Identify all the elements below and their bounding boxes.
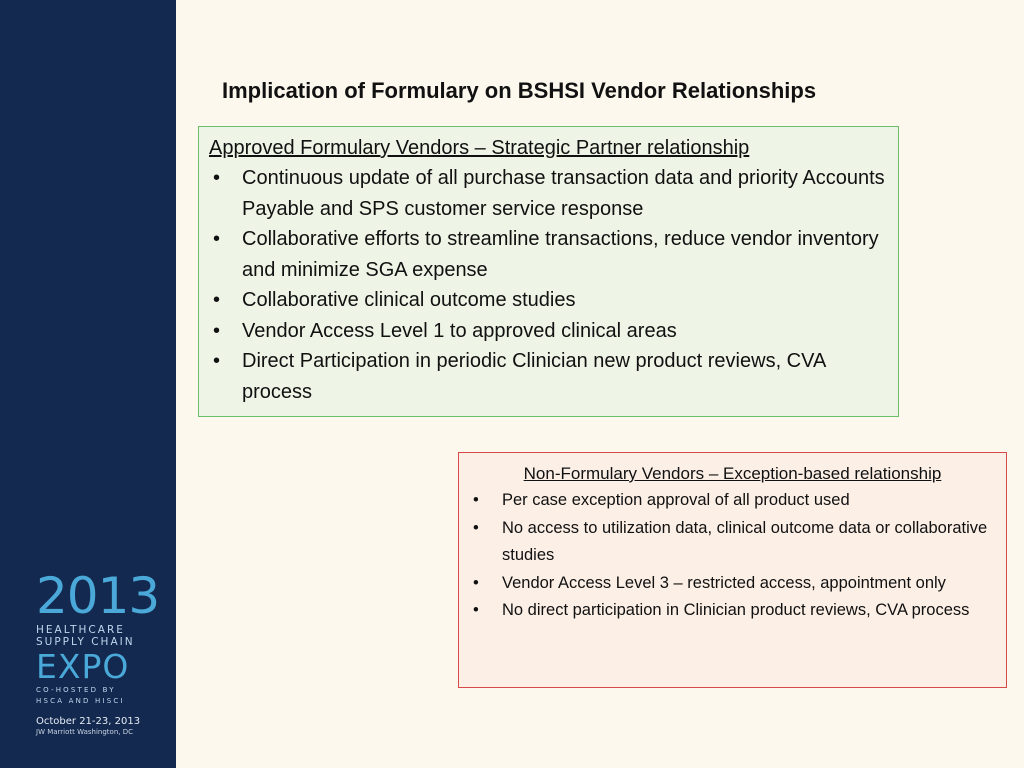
list-item-text: Per case exception approval of all product used xyxy=(502,491,850,509)
list-item-text: Vendor Access Level 3 – restricted access, appointment only xyxy=(502,573,946,592)
list-item-text: No direct participation in Clinician product reviews, CVA process xyxy=(502,601,970,619)
list-item xyxy=(209,285,888,316)
bullet-icon: • xyxy=(213,319,221,342)
bullet-icon: • xyxy=(473,601,479,619)
approved-vendors-heading: Approved Formulary Vendors – Strategic Partner relationship xyxy=(209,137,750,159)
list-item xyxy=(469,487,996,515)
list-item-text: Vendor Access Level 1 to approved clinical areas xyxy=(242,319,677,342)
bullet-icon: • xyxy=(213,350,221,372)
list-item-text: Direct Participation in periodic Clinician new product reviews, CVA process xyxy=(242,350,826,403)
list-item xyxy=(469,570,996,598)
sidebar-band xyxy=(0,0,176,768)
logo-expo: EXPO xyxy=(36,647,130,686)
bullet-icon: • xyxy=(213,167,221,189)
logo-year: 2013 xyxy=(36,567,160,625)
logo-cohost-label: CO-HOSTED BY xyxy=(36,686,116,694)
list-item xyxy=(469,597,996,625)
logo-cohost-orgs: HSCA AND HISCI xyxy=(36,697,125,705)
non-formulary-vendors-list xyxy=(469,487,996,625)
slide-title: Implication of Formulary on BSHSI Vendor Relationships xyxy=(222,78,817,103)
list-item xyxy=(209,346,888,407)
non-formulary-vendors-heading: Non-Formulary Vendors – Exception-based relationship xyxy=(523,464,942,483)
approved-vendors-box xyxy=(198,126,899,417)
list-item xyxy=(209,316,888,347)
list-item-text: Continuous update of all purchase transaction data and priority Accounts Payable and SPS customer service response xyxy=(242,167,885,220)
approved-vendors-list xyxy=(209,163,888,407)
bullet-icon: • xyxy=(473,491,479,509)
logo-line-supply-chain: SUPPLY CHAIN xyxy=(36,636,135,648)
non-formulary-vendors-box xyxy=(458,452,1007,688)
bullet-icon: • xyxy=(473,573,479,592)
list-item xyxy=(209,163,888,224)
logo-dates: October 21-23, 2013 xyxy=(36,716,141,727)
list-item-text: No access to utilization data, clinical outcome data or collaborative studies xyxy=(502,518,988,564)
bullet-icon: • xyxy=(213,228,221,250)
list-item xyxy=(209,224,888,285)
logo-line-healthcare: HEALTHCARE xyxy=(36,624,125,636)
expo-logo xyxy=(36,568,166,737)
list-item xyxy=(469,515,996,570)
list-item-text: Collaborative clinical outcome studies xyxy=(242,289,576,311)
logo-venue: JW Marriott Washington, DC xyxy=(36,728,133,736)
bullet-icon: • xyxy=(473,518,479,537)
list-item-text: Collaborative efforts to streamline transactions, reduce vendor inventory and minimize SGA expense xyxy=(242,228,879,281)
bullet-icon: • xyxy=(213,289,221,311)
